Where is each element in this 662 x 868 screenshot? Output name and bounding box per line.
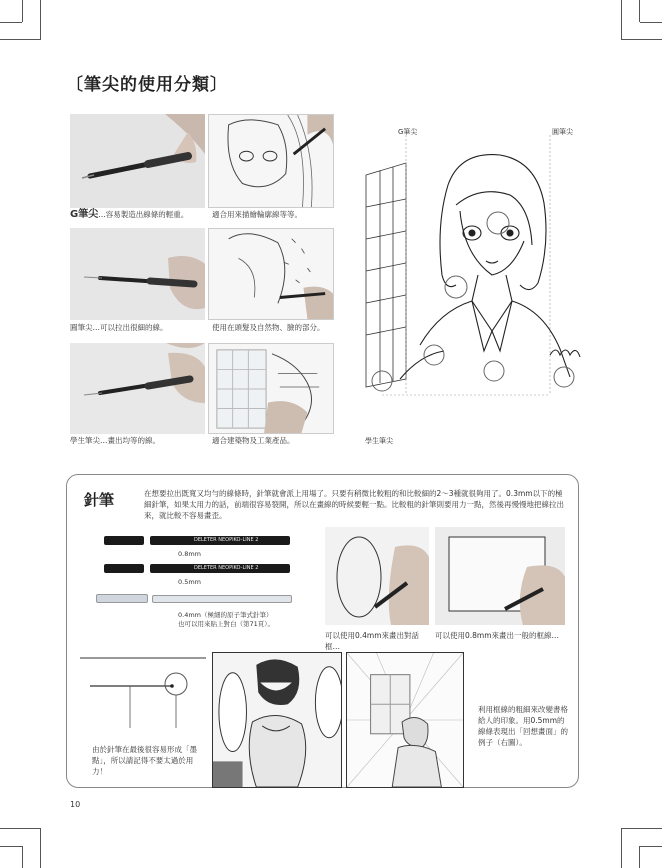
g-pen-usage: 適合用來描繪輪廓線等等。 [212, 210, 302, 219]
frame-drawing-photo [435, 527, 565, 625]
pen-brand-05: DELETER NEOPIKO-LINE 2 [194, 565, 259, 571]
round-pen-photo [70, 228, 205, 320]
crop-mark [621, 0, 622, 40]
crop-mark [0, 846, 22, 847]
g-pen-desc: …容易製造出線條的輕重。 [98, 210, 189, 219]
pen-08 [150, 536, 290, 545]
round-pen-desc: 圓筆尖…可以拉出很細的線。 [70, 323, 168, 332]
pen-label-04-line2: 也可以用來貼上對白（第71頁）。 [178, 620, 275, 628]
round-pen-usage: 使用在頭髮及自然物、臉的部分。 [212, 323, 325, 332]
pen-04-barrel [152, 595, 292, 603]
g-pen-name: G筆尖 [70, 209, 99, 220]
crop-mark [0, 22, 22, 23]
caption-08mm: 可以使用0.8mm來畫出一般的框線… [435, 631, 560, 640]
crop-mark [640, 846, 662, 847]
school-pen-drawing [208, 343, 334, 434]
girl-illustration [360, 115, 592, 445]
frame-thickness-note: 利用框線的粗細來改變書格給人的印象。用0.5mm的線條表現出「回想畫面」的例子（右圖）。 [478, 705, 568, 747]
pen-cap-08 [104, 536, 144, 545]
pen-cap-05 [104, 564, 144, 573]
manga-panel-right [346, 652, 464, 788]
pen-label-04-line1: 0.4mm（極細的原子筆式針筆） [178, 611, 273, 619]
crop-mark [640, 22, 662, 23]
school-pen-photo [70, 343, 205, 434]
crop-mark [22, 846, 23, 868]
page-title: 〔筆尖的使用分類〕 [66, 75, 228, 95]
pen-04-body [96, 594, 148, 603]
g-pen-caption [70, 210, 188, 220]
crop-mark [639, 0, 640, 22]
g-pen-photo [70, 114, 205, 208]
label-g-pen: G筆尖 [398, 128, 418, 136]
round-pen-drawing [208, 228, 334, 320]
school-pen-usage: 適合建築物及工業產品。 [212, 436, 295, 445]
crop-mark [40, 0, 41, 40]
school-pen-desc: 學生筆尖…畫出均等的線。 [70, 436, 160, 445]
g-pen-drawing [208, 114, 334, 208]
pen-brand-08: DELETER NEOPIKO-LINE 2 [194, 537, 259, 543]
needle-pen-description: 在想要拉出既寬又均勻的線條時，針筆就會派上用場了。只要有稍微比較粗的和比較細的2～3種就很夠用了。0.3mm以下的極細針筆，如果太用力的話，前端很容易裂開，所以在畫線的時候要輕一點。比較粗的針筆則要用力一點，然後再慢慢地把線拉出來，就比較不容易畫歪。 [144, 489, 564, 520]
pen-05 [150, 564, 290, 573]
crop-mark [639, 846, 640, 868]
crop-mark [0, 39, 40, 40]
pen-label-08: 0.8mm [178, 550, 202, 558]
crop-mark [40, 828, 41, 868]
label-round-pen: 圓筆尖 [552, 128, 573, 136]
ink-dot-diagram [80, 648, 210, 728]
label-school-pen: 學生筆尖 [365, 437, 393, 445]
needle-pen-heading: 針筆 [84, 491, 115, 509]
ink-dot-note: 由於針筆在最後很容易形成「墨點」，所以請記得不要太過於用力！ [92, 745, 197, 776]
page-number: 10 [70, 800, 81, 809]
manga-panel-left [212, 652, 342, 788]
caption-04mm: 可以使用0.4mm來畫出對話框… [325, 631, 420, 651]
crop-mark [621, 828, 622, 868]
pen-label-05: 0.5mm [178, 578, 202, 586]
balloon-drawing-photo [325, 527, 429, 625]
crop-mark [0, 828, 40, 829]
crop-mark [622, 39, 662, 40]
crop-mark [622, 828, 662, 829]
crop-mark [22, 0, 23, 22]
